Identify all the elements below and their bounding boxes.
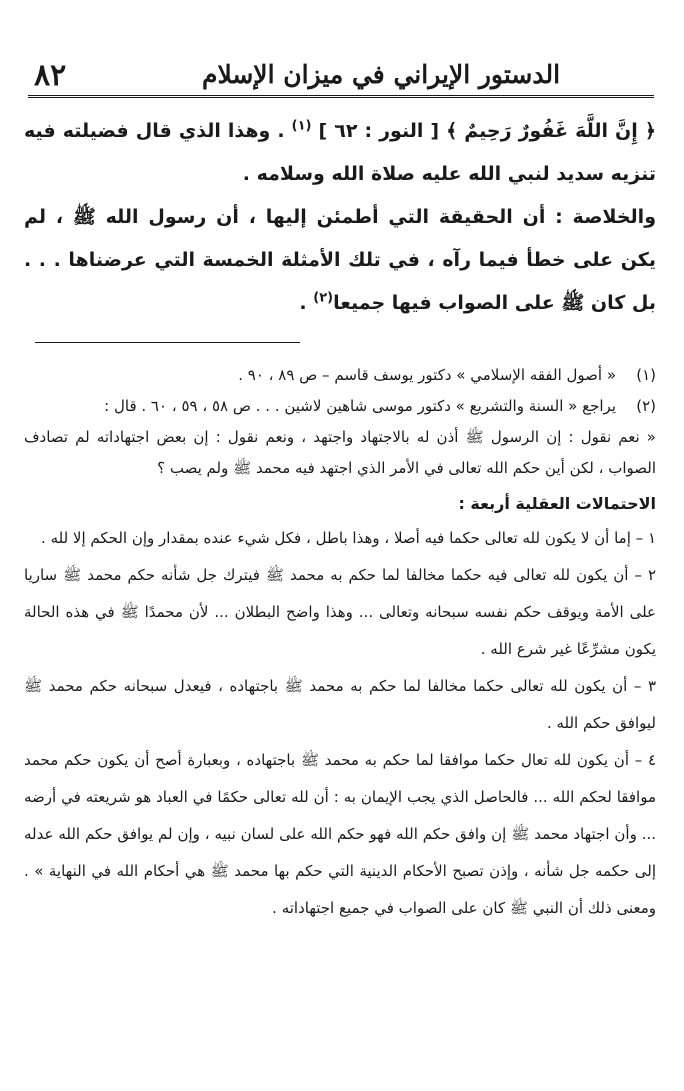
footnote-2-quote: « نعم نقول : إن الرسول ﷺ أذن له بالاجتهاد واجتهد ، ونعم نقول : إن بعض اجتهاداته لم تصادف الصواب ، لكن أين حكم الله تعالى في الأمر الذي اجتهد فيه محمد ﷺ ولم يصب ؟ xyxy=(24,428,656,477)
footnote-1 xyxy=(24,360,656,391)
quran-verse: ﴿ إِنَّ اللَّهَ غَفُورٌ رَحِيمٌ ﴾ [ النور : ٦٢ ] xyxy=(318,120,656,142)
page-header xyxy=(28,52,654,98)
summary-end: . xyxy=(299,292,307,314)
summary-text: أن الحقيقة التي أطمئن إليها ، أن رسول الله ﷺ ، لم يكن على خطأ فيما رآه ، في تلك الأمثلة الخمسة التي عرضناها . . . بل كان ﷺ على الصواب فيها جميعا xyxy=(24,206,656,314)
footnote-2 xyxy=(24,391,656,422)
footnote-1-text: « أصول الفقه الإسلامي » دكتور يوسف قاسم – ص ٨٩ ، ٩٠ . xyxy=(238,366,616,384)
summary-label: والخلاصة : xyxy=(555,206,656,228)
list-item: ٢ – أن يكون لله تعالى فيه حكما مخالفا لما حكم به محمد ﷺ فيترك جل شأنه حكم محمد ﷺ ساريا على الأمة ويوقف حكم نفسه سبحانه وتعالى ... وهذا واضح البطلان ... لأن محمدًا ﷺ في هذه الحالة يكون مشرِّعًا غير شرع الله . xyxy=(24,566,656,658)
running-title: الدستور الإيراني في ميزان الإسلام xyxy=(201,60,561,89)
list-item: ٣ – أن يكون لله تعالى حكما مخالفا لما حكم به محمد ﷺ باجتهاده ، فيعدل سبحانه حكم محمد ﷺ ليوافق حكم الله . xyxy=(24,677,656,732)
footnote-ref-1: (١) xyxy=(291,118,312,134)
paragraph-continuation: . وهذا الذي قال فضيلته فيه تنزيه سديد لنبي الله عليه صلاة الله وسلامه . xyxy=(24,120,656,185)
footnote-1-number: (١) xyxy=(636,366,656,384)
paragraph-summary xyxy=(24,196,656,325)
footnote-subheading: الاحتمالات العقلية أربعة : xyxy=(458,494,656,513)
list-item: ١ – إما أن لا يكون لله تعالى حكما فيه أصلا ، وهذا باطل ، فكل شيء عنده بمقدار وإن الحكم إلا لله . xyxy=(41,529,656,547)
footnote-2-number: (٢) xyxy=(636,397,656,415)
footnote-2-text: يراجع « السنة والتشريع » دكتور موسى شاهين لاشين . . . ص ٥٨ ، ٥٩ ، ٦٠ . قال : xyxy=(104,397,616,415)
page-number: ٨٢ xyxy=(34,58,67,93)
header-rule xyxy=(28,95,654,98)
main-text xyxy=(24,110,656,325)
paragraph-quran-citation xyxy=(24,110,656,196)
footnotes xyxy=(24,360,656,927)
footnote-ref-2: (٢) xyxy=(313,290,334,306)
footnote-separator xyxy=(35,342,300,343)
list-item: ٤ – أن يكون لله تعال حكما موافقا لما حكم به محمد ﷺ باجتهاده ، وبعبارة أصح أن يكون حكم محمد موافقا لحكم الله ... فالحاصل الذي يجب الإيمان به : أن لله تعالى حكمًا في العباد هو شريعته في أرضه ... وأن اجتهاد محمد ﷺ إن وافق حكم الله فهو حكم الله على لسان نبيه ، وإن لم يوافق حكم الله عدله إلى حكمه جل شأنه ، وإذن تصبح الأحكام الدينية التي حكم بها محمد ﷺ هي أحكام الله في النهاية » . ومعنى ذلك أن النبي ﷺ كان على الصواب في جميع اجتهاداته . xyxy=(24,751,656,917)
